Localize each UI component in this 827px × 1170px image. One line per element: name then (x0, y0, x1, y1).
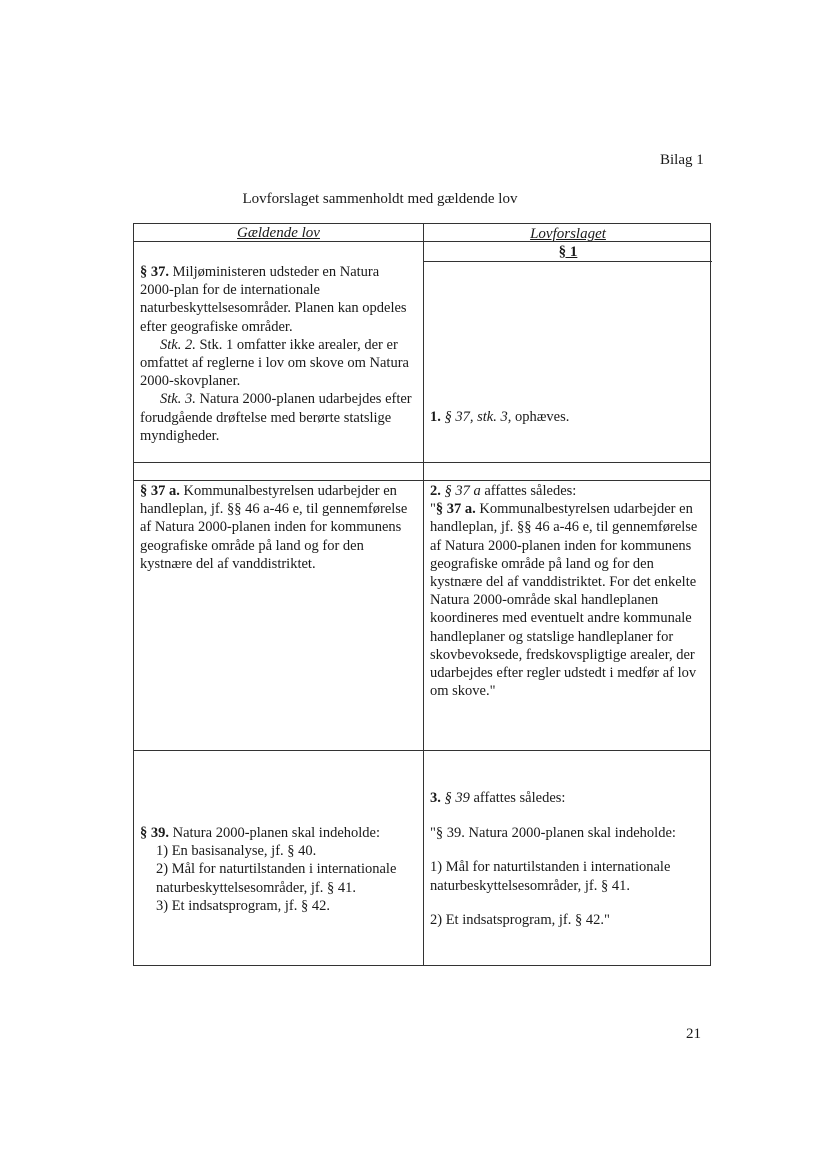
section-header: § 1 (558, 244, 578, 260)
paragraph-39 (140, 824, 420, 842)
paragraph-37 (140, 263, 412, 336)
row2-right-text (430, 482, 706, 700)
row1-left-text (140, 263, 412, 445)
amendment-2-body (430, 500, 706, 700)
amendment-reference: § 37, stk. 3, (440, 409, 512, 425)
row3-right-text (430, 789, 710, 929)
amendment-reference: § 39 (440, 790, 470, 806)
paragraph-text: Miljøministeren udsteder en Natura 2000-plan for de internationale naturbeskyttelsesområder. Planen kan opdeles efter geografiske områder. (140, 264, 407, 335)
paragraph-text: Kommunalbestyrelsen udarbejder en handleplan, jf. §§ 46 a-46 e, til gennemførelse af Natura 2000-planen inden for kommunens geografiske område på land og for den kystnære del af vanddistriktet. (140, 483, 408, 572)
section-number: § 37 a. (435, 501, 476, 518)
paragraph-stk2 (140, 336, 412, 391)
paragraph-text: Natura 2000-planen udarbejdes efter forudgående drøftelse med berørte statslige myndigheder. (140, 391, 412, 444)
left-column-header: Gældende lov (237, 225, 320, 241)
row1-bottom-rule (134, 462, 710, 463)
section-number: § 37. (140, 264, 169, 280)
row2-bottom-rule (134, 750, 710, 751)
amendment-text: Kommunalbestyrelsen udarbejder en handleplan, jf. §§ 46 a-46 e, til gennemførelse af Natura 2000-planen inden for kommunens geografiske område på land og for den kystnære del af vanddistriktet. For det enkelte Natura 2000-område skal handleplanen koordineres med eventuelt andre kommunale handleplaner og statslige handleplaner for skovbevoksede, fredskovspligtige arealer, der udarbejdes efter regler udstedt i medfør af lov om skove." (430, 501, 698, 700)
row1-right-text (430, 408, 706, 426)
paragraph-text: Stk. 1 omfatter ikke arealer, der er omfattet af reglerne i lov om skove om Natura 2000-skovplaner. (140, 336, 409, 390)
amendment-number: 3. (430, 790, 441, 806)
section-number: § 37 a. (140, 483, 180, 499)
amendment-3-item: 1) Mål for naturtilstanden i internationale naturbeskyttelsesområder, jf. § 41. (430, 859, 671, 894)
section-number: § 39. (140, 825, 169, 841)
column-divider (423, 224, 424, 965)
amendment-2-intro (430, 482, 706, 500)
amendment-reference: § 37 a (440, 483, 481, 499)
amendment-intro: affattes således: (480, 483, 577, 499)
amendment-intro: affattes således: (469, 790, 566, 806)
list-item: 3) Et indsatsprogram, jf. § 42. (156, 897, 330, 914)
comparison-table (133, 223, 711, 966)
amendment-number: 1. (430, 409, 441, 425)
amendment-3-intro (430, 789, 710, 807)
paragraph-37a (140, 482, 414, 573)
document-title: Lovforslaget sammenholdt med gældende lov (242, 191, 518, 207)
paragraph-text: Natura 2000-planen skal indeholde: (169, 825, 380, 841)
amendment-number: 2. (430, 483, 441, 499)
row2-left-text (140, 482, 414, 573)
stk-label: Stk. 2. (160, 336, 196, 353)
spacer-row-rule (134, 480, 710, 481)
stk-label: Stk. 3. (160, 391, 196, 408)
page-number: 21 (686, 1026, 701, 1042)
list-item: 2) Mål for naturtilstanden i internationale naturbeskyttelsesområder, jf. § 41. (156, 861, 397, 896)
right-column-header: Lovforslaget (530, 226, 606, 242)
amendment-1 (430, 408, 706, 426)
quote-mark: " (430, 501, 436, 518)
list-item: 1) En basisanalyse, jf. § 40. (156, 843, 317, 860)
row3-left-text (140, 824, 420, 915)
amendment-3-lead: "§ 39. Natura 2000-planen skal indeholde: (430, 825, 676, 842)
amendment-3-item: 2) Et indsatsprogram, jf. § 42." (430, 911, 610, 928)
paragraph-stk3 (140, 390, 412, 445)
amendment-text: ophæves. (511, 409, 570, 425)
appendix-label: Bilag 1 (660, 152, 704, 168)
